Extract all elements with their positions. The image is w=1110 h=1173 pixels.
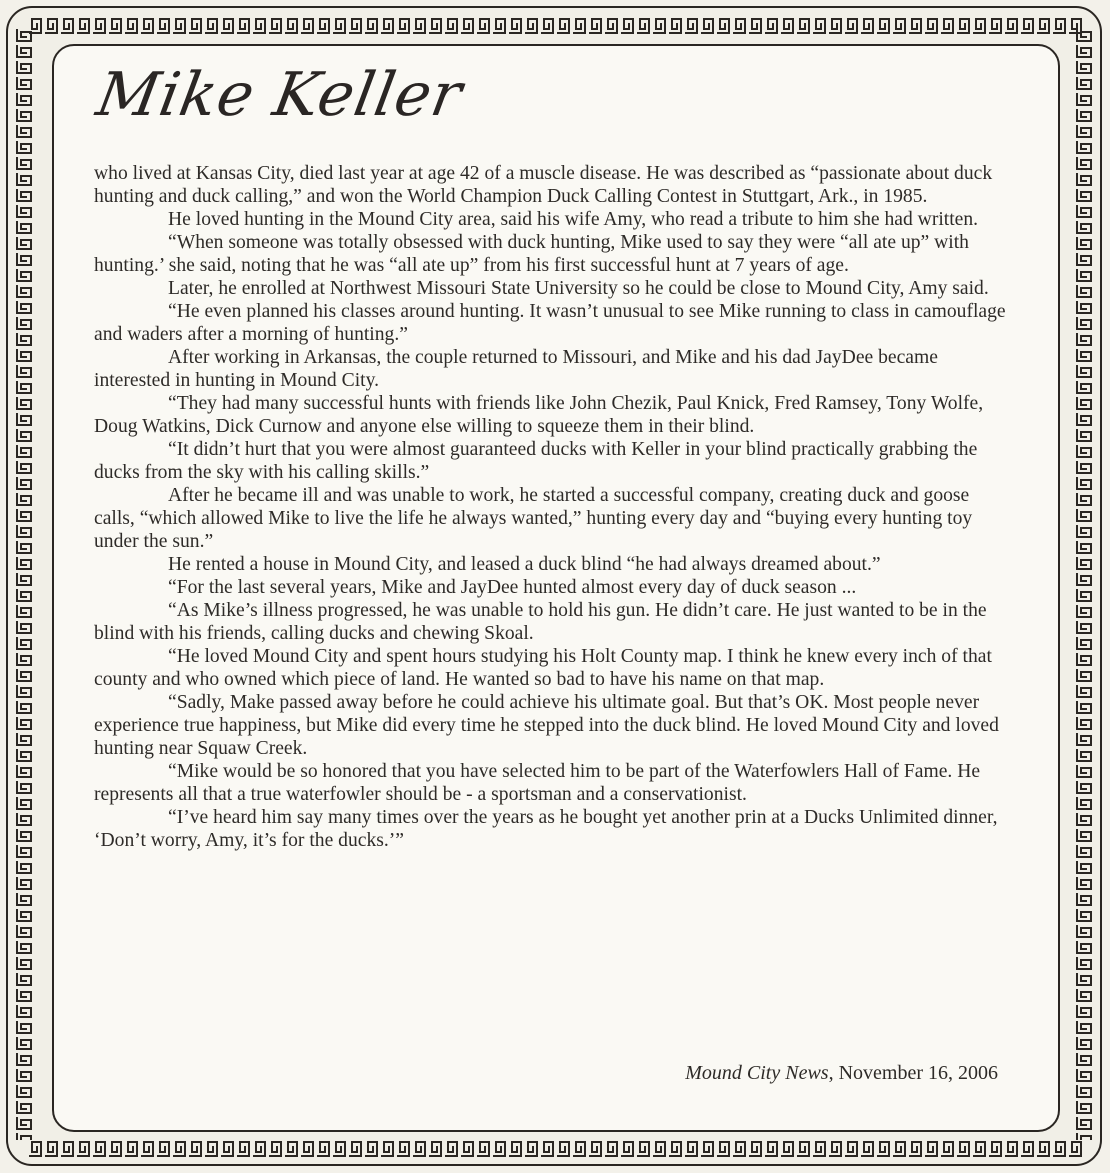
paragraph: “He even planned his classes around hunting. It wasn’t unusual to see Mike running to class in camouflage and waders after a morning of hunting.”: [94, 301, 1006, 345]
publication-date: , November 16, 2006: [828, 1062, 998, 1084]
paragraph: “I’ve heard him say many times over the years as he bought yet another prin at a Ducks Unlimited dinner, ‘Don’t worry, Amy, it’s for the ducks.’”: [94, 807, 998, 851]
paragraph: “For the last several years, Mike and JayDee hunted almost every day of duck season ...: [168, 577, 857, 598]
greek-key-border-bottom: [28, 1137, 1082, 1159]
paragraph: “It didn’t hurt that you were almost guaranteed ducks with Keller in your blind practically grabbing the ducks from the sky with his calling skills.”: [94, 439, 978, 483]
paragraph: “He loved Mound City and spent hours studying his Holt County map. I think he knew every inch of that county and who owned which piece of land. He wanted so bad to have his name on that map.: [94, 646, 992, 690]
paragraph: who lived at Kansas City, died last year at age 42 of a muscle disease. He was described as “passionate about duck hunting and duck calling,” and won the World Champion Duck Calling Contest in Stuttgart, Ark., in 1985.: [94, 163, 993, 207]
page-title: Mike Keller: [91, 60, 468, 130]
article-body: [94, 162, 1006, 852]
paragraph: “Sadly, Make passed away before he could achieve his ultimate goal. But that’s OK. Most people never experience true happiness, but Mike did every time he stepped into the duck blind. He loved Mound City and loved hunting near Squaw Creek.: [94, 692, 999, 759]
paragraph: He loved hunting in the Mound City area, said his wife Amy, who read a tribute to him she had written.: [168, 209, 979, 230]
greek-key-border-top: [28, 14, 1082, 36]
greek-key-border-right: [1074, 28, 1096, 1140]
paragraph: He rented a house in Mound City, and leased a duck blind “he had always dreamed about.”: [168, 554, 881, 575]
source-citation: [685, 1062, 998, 1085]
publication-name: Mound City News: [685, 1062, 829, 1084]
paragraph: After working in Arkansas, the couple returned to Missouri, and Mike and his dad JayDee became interested in hunting in Mound City.: [94, 347, 938, 391]
paragraph: “When someone was totally obsessed with duck hunting, Mike used to say they were “all ate up” with hunting.’ she said, noting that he was “all ate up” from his first successful hunt at 7 years of age.: [94, 232, 969, 276]
paragraph: “Mike would be so honored that you have selected him to be part of the Waterfowlers Hall of Fame. He represents all that a true waterfowler should be - a sportsman and a conservationist.: [94, 761, 981, 805]
paragraph: Later, he enrolled at Northwest Missouri State University so he could be close to Mound City, Amy said.: [168, 278, 989, 299]
greek-key-border-left: [14, 28, 36, 1140]
paragraph: After he became ill and was unable to work, he started a successful company, creating duck and goose calls, “which allowed Mike to live the life he always wanted,” hunting every day and “buying every hunting toy under the sun.”: [94, 485, 973, 552]
paragraph: “They had many successful hunts with friends like John Chezik, Paul Knick, Fred Ramsey, Tony Wolfe, Doug Watkins, Dick Curnow and anyone else willing to squeeze them in their blind.: [94, 393, 984, 437]
paragraph: “As Mike’s illness progressed, he was unable to hold his gun. He didn’t care. He just wanted to be in the blind with his friends, calling ducks and chewing Skoal.: [94, 600, 987, 644]
